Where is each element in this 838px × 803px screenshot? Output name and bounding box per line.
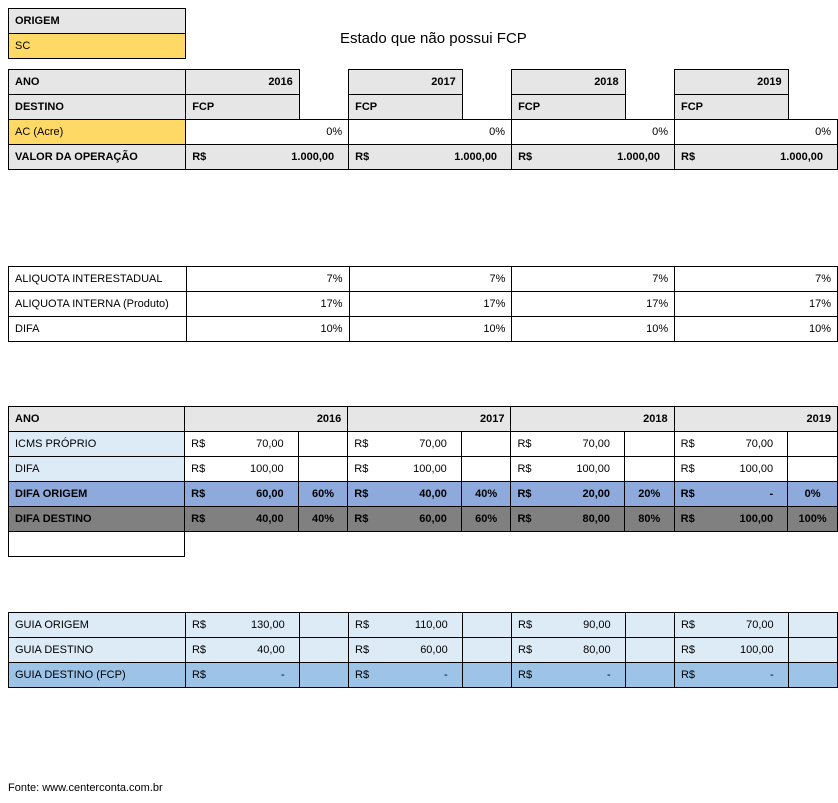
guia-origem-2019 bbox=[674, 613, 788, 638]
table-row-ano bbox=[9, 407, 838, 432]
currency-symbol: R$ bbox=[680, 463, 695, 475]
table-row bbox=[9, 34, 838, 59]
difa-destino-amount: 100,00 bbox=[739, 513, 774, 525]
icms-proprio-amount: 70,00 bbox=[745, 438, 774, 450]
icms-proprio-amount: 70,00 bbox=[419, 438, 447, 450]
guia-destino-gap-2016 bbox=[299, 638, 348, 663]
currency-symbol: R$ bbox=[355, 151, 370, 163]
currency-symbol: R$ bbox=[355, 619, 370, 631]
difa-destino-2016 bbox=[185, 507, 299, 532]
currency-symbol: R$ bbox=[518, 151, 533, 163]
currency-symbol: R$ bbox=[191, 619, 207, 631]
guia-origem-amount: 70,00 bbox=[746, 619, 774, 631]
currency-symbol: R$ bbox=[517, 513, 532, 525]
currency-symbol: R$ bbox=[680, 669, 695, 681]
destino-value: AC (Acre) bbox=[9, 120, 186, 145]
difa-2018 bbox=[511, 457, 625, 482]
difa-amount: 100,00 bbox=[249, 463, 284, 475]
table-row bbox=[9, 9, 838, 34]
guia-origem-2017 bbox=[349, 613, 463, 638]
fcp-header-2016: FCP bbox=[186, 95, 300, 120]
difa-2017 bbox=[348, 457, 462, 482]
icms-proprio-pct-2017 bbox=[461, 432, 511, 457]
aliquotas-table bbox=[8, 266, 838, 342]
guia-destino-2016 bbox=[185, 638, 299, 663]
aliquota-interestadual-2016: 7% bbox=[186, 267, 349, 292]
spacer-row bbox=[9, 59, 838, 70]
difa-destino-amount: 80,00 bbox=[582, 513, 610, 525]
guia-destino-amount: 60,00 bbox=[420, 644, 448, 656]
guia-origem-gap-2018 bbox=[625, 613, 674, 638]
aliquota-interestadual-2019: 7% bbox=[675, 267, 838, 292]
guia-fcp-gap-2018 bbox=[625, 663, 674, 688]
difa-origem-pct-2017: 40% bbox=[461, 482, 511, 507]
table-row bbox=[9, 267, 838, 292]
guia-destino-gap-2017 bbox=[462, 638, 511, 663]
aliquota-interna-2019: 17% bbox=[675, 292, 838, 317]
difa-pct-2016 bbox=[298, 457, 348, 482]
currency-symbol: R$ bbox=[192, 151, 207, 163]
guia-fcp-gap-2017 bbox=[462, 663, 511, 688]
currency-symbol: R$ bbox=[518, 669, 533, 681]
guia-table bbox=[8, 612, 838, 688]
fcp-value-2019: 0% bbox=[675, 120, 838, 145]
currency-symbol: R$ bbox=[354, 463, 369, 475]
aliquota-interna-2016: 17% bbox=[186, 292, 349, 317]
icms-proprio-label: ICMS PRÓPRIO bbox=[9, 432, 185, 457]
currency-symbol: R$ bbox=[517, 438, 532, 450]
currency-symbol: R$ bbox=[517, 488, 532, 500]
difa-destino-2017 bbox=[348, 507, 462, 532]
valor-operacao-2017 bbox=[349, 145, 512, 170]
fcp-header-2017: FCP bbox=[349, 95, 463, 120]
source-note: Fonte: www.centerconta.com.br bbox=[8, 782, 163, 794]
table-row-ano bbox=[9, 70, 838, 95]
guia-origem-gap-2016 bbox=[299, 613, 348, 638]
difa-origem-pct-2019: 0% bbox=[788, 482, 838, 507]
table-row-difa-origem bbox=[9, 482, 838, 507]
icms-proprio-2018 bbox=[511, 432, 625, 457]
currency-symbol: R$ bbox=[517, 463, 532, 475]
guia-destino-2019 bbox=[674, 638, 788, 663]
valor-amount: 1.000,00 bbox=[291, 151, 335, 163]
fcp-value-2017: 0% bbox=[349, 120, 512, 145]
guia-destino-fcp-amount: - bbox=[281, 669, 285, 681]
currency-symbol: R$ bbox=[680, 513, 695, 525]
currency-symbol: R$ bbox=[681, 151, 696, 163]
calculo-table bbox=[8, 406, 838, 557]
calculo-ano-2016: 2016 bbox=[185, 407, 348, 432]
difa-aliquota-2018: 10% bbox=[512, 317, 675, 342]
currency-symbol: R$ bbox=[354, 438, 369, 450]
calculo-ano-label: ANO bbox=[9, 407, 185, 432]
guia-destino-gap-2019 bbox=[788, 638, 837, 663]
calculo-ano-2018: 2018 bbox=[511, 407, 674, 432]
origem-destino-table bbox=[8, 8, 838, 170]
ano-label: ANO bbox=[9, 70, 186, 95]
currency-symbol: R$ bbox=[680, 619, 695, 631]
guia-destino-amount: 80,00 bbox=[583, 644, 611, 656]
difa-pct-2017 bbox=[461, 457, 511, 482]
difa-origem-amount: 40,00 bbox=[419, 488, 447, 500]
table-row-guia-origem bbox=[9, 613, 838, 638]
difa-aliquota-2016: 10% bbox=[186, 317, 349, 342]
aliquota-interestadual-2017: 7% bbox=[349, 267, 512, 292]
currency-symbol: R$ bbox=[191, 644, 207, 656]
difa-destino-label: DIFA DESTINO bbox=[9, 507, 185, 532]
table-row-blank bbox=[9, 532, 838, 557]
currency-symbol: R$ bbox=[680, 488, 695, 500]
currency-symbol: R$ bbox=[191, 438, 206, 450]
aliquota-interestadual-2018: 7% bbox=[512, 267, 675, 292]
guia-origem-2018 bbox=[512, 613, 626, 638]
difa-amount: 100,00 bbox=[739, 463, 774, 475]
guia-origem-label: GUIA ORIGEM bbox=[9, 613, 186, 638]
valor-operacao-2019 bbox=[675, 145, 838, 170]
icms-proprio-pct-2016 bbox=[298, 432, 348, 457]
guia-destino-fcp-label: GUIA DESTINO (FCP) bbox=[9, 663, 186, 688]
icms-proprio-pct-2019 bbox=[788, 432, 838, 457]
guia-fcp-gap-2016 bbox=[299, 663, 348, 688]
icms-proprio-amount: 70,00 bbox=[582, 438, 610, 450]
icms-proprio-pct-2018 bbox=[624, 432, 674, 457]
table-row bbox=[9, 317, 838, 342]
page-title: Estado que não possui FCP bbox=[340, 30, 527, 47]
table-row-difa-destino bbox=[9, 507, 838, 532]
icms-proprio-2016 bbox=[185, 432, 299, 457]
guia-origem-2016 bbox=[185, 613, 299, 638]
currency-symbol: R$ bbox=[518, 644, 533, 656]
valor-operacao-2018 bbox=[512, 145, 675, 170]
icms-proprio-amount: 70,00 bbox=[256, 438, 284, 450]
table-row-guia-destino-fcp bbox=[9, 663, 838, 688]
guia-destino-gap-2018 bbox=[625, 638, 674, 663]
guia-origem-amount: 130,00 bbox=[251, 619, 285, 631]
valor-operacao-2016 bbox=[186, 145, 349, 170]
difa-destino-pct-2017: 60% bbox=[461, 507, 511, 532]
difa-destino-2018 bbox=[511, 507, 625, 532]
fcp-value-2016: 0% bbox=[186, 120, 349, 145]
difa-origem-amount: 60,00 bbox=[256, 488, 284, 500]
ano-2019: 2019 bbox=[675, 70, 789, 95]
difa-aliquota-label: DIFA bbox=[9, 317, 187, 342]
difa-origem-pct-2018: 20% bbox=[624, 482, 674, 507]
ano-2018: 2018 bbox=[512, 70, 626, 95]
guia-origem-gap-2017 bbox=[462, 613, 511, 638]
ano-2017: 2017 bbox=[349, 70, 463, 95]
guia-destino-label: GUIA DESTINO bbox=[9, 638, 186, 663]
valor-amount: 1.000,00 bbox=[454, 151, 498, 163]
table-row-icms-proprio bbox=[9, 432, 838, 457]
calculo-ano-2019: 2019 bbox=[674, 407, 837, 432]
difa-2016 bbox=[185, 457, 299, 482]
difa-origem-label: DIFA ORIGEM bbox=[9, 482, 185, 507]
difa-destino-amount: 40,00 bbox=[256, 513, 284, 525]
fcp-value-2018: 0% bbox=[512, 120, 675, 145]
valor-operacao-label: VALOR DA OPERAÇÃO bbox=[9, 145, 186, 170]
destino-label: DESTINO bbox=[9, 95, 186, 120]
currency-symbol: R$ bbox=[354, 513, 369, 525]
difa-origem-amount: - bbox=[769, 488, 774, 500]
difa-origem-pct-2016: 60% bbox=[298, 482, 348, 507]
difa-aliquota-2017: 10% bbox=[349, 317, 512, 342]
icms-proprio-2019 bbox=[674, 432, 788, 457]
icms-proprio-2017 bbox=[348, 432, 462, 457]
currency-symbol: R$ bbox=[191, 513, 206, 525]
guia-destino-fcp-2016 bbox=[185, 663, 299, 688]
aliquota-interna-2017: 17% bbox=[349, 292, 512, 317]
guia-destino-amount: 40,00 bbox=[257, 644, 285, 656]
guia-destino-2018 bbox=[512, 638, 626, 663]
difa-pct-2019 bbox=[788, 457, 838, 482]
table-row-guia-destino bbox=[9, 638, 838, 663]
difa-destino-amount: 60,00 bbox=[419, 513, 447, 525]
valor-amount: 1.000,00 bbox=[617, 151, 660, 163]
difa-pct-2018 bbox=[624, 457, 674, 482]
currency-symbol: R$ bbox=[191, 463, 206, 475]
guia-destino-fcp-2018 bbox=[512, 663, 626, 688]
currency-symbol: R$ bbox=[680, 438, 695, 450]
guia-destino-fcp-2019 bbox=[674, 663, 788, 688]
currency-symbol: R$ bbox=[354, 488, 369, 500]
difa-origem-amount: 20,00 bbox=[582, 488, 610, 500]
difa-label: DIFA bbox=[9, 457, 185, 482]
origem-value: SC bbox=[9, 34, 186, 59]
difa-2019 bbox=[674, 457, 788, 482]
calculo-ano-2017: 2017 bbox=[348, 407, 511, 432]
table-row-destino bbox=[9, 95, 838, 120]
difa-destino-pct-2019: 100% bbox=[788, 507, 838, 532]
guia-destino-fcp-amount: - bbox=[770, 669, 774, 681]
currency-symbol: R$ bbox=[355, 644, 370, 656]
fcp-header-2019: FCP bbox=[675, 95, 789, 120]
table-row-fcp bbox=[9, 120, 838, 145]
guia-destino-fcp-2017 bbox=[349, 663, 463, 688]
difa-aliquota-2019: 10% bbox=[675, 317, 838, 342]
difa-destino-pct-2018: 80% bbox=[624, 507, 674, 532]
guia-destino-amount: 100,00 bbox=[740, 644, 774, 656]
ano-2016: 2016 bbox=[186, 70, 300, 95]
difa-destino-pct-2016: 40% bbox=[298, 507, 348, 532]
guia-origem-amount: 110,00 bbox=[414, 619, 448, 631]
blank-cell bbox=[9, 532, 185, 557]
difa-amount: 100,00 bbox=[413, 463, 447, 475]
difa-origem-2017 bbox=[348, 482, 462, 507]
guia-destino-fcp-amount: - bbox=[444, 669, 448, 681]
aliquota-interestadual-label: ALIQUOTA INTERESTADUAL bbox=[9, 267, 187, 292]
guia-fcp-gap-2019 bbox=[788, 663, 837, 688]
table-row bbox=[9, 292, 838, 317]
table-row-valor bbox=[9, 145, 838, 170]
difa-amount: 100,00 bbox=[576, 463, 610, 475]
guia-origem-gap-2019 bbox=[788, 613, 837, 638]
difa-destino-2019 bbox=[674, 507, 788, 532]
aliquota-interna-label: ALIQUOTA INTERNA (Produto) bbox=[9, 292, 187, 317]
currency-symbol: R$ bbox=[680, 644, 695, 656]
currency-symbol: R$ bbox=[191, 669, 207, 681]
difa-origem-2016 bbox=[185, 482, 299, 507]
origem-label: ORIGEM bbox=[9, 9, 186, 34]
guia-destino-fcp-amount: - bbox=[606, 669, 611, 681]
guia-destino-2017 bbox=[349, 638, 463, 663]
valor-amount: 1.000,00 bbox=[780, 151, 823, 163]
difa-origem-2018 bbox=[511, 482, 625, 507]
fcp-header-2018: FCP bbox=[512, 95, 626, 120]
table-row-difa bbox=[9, 457, 838, 482]
guia-origem-amount: 90,00 bbox=[583, 619, 611, 631]
difa-origem-2019 bbox=[674, 482, 788, 507]
currency-symbol: R$ bbox=[518, 619, 533, 631]
aliquota-interna-2018: 17% bbox=[512, 292, 675, 317]
currency-symbol: R$ bbox=[191, 488, 206, 500]
currency-symbol: R$ bbox=[355, 669, 370, 681]
